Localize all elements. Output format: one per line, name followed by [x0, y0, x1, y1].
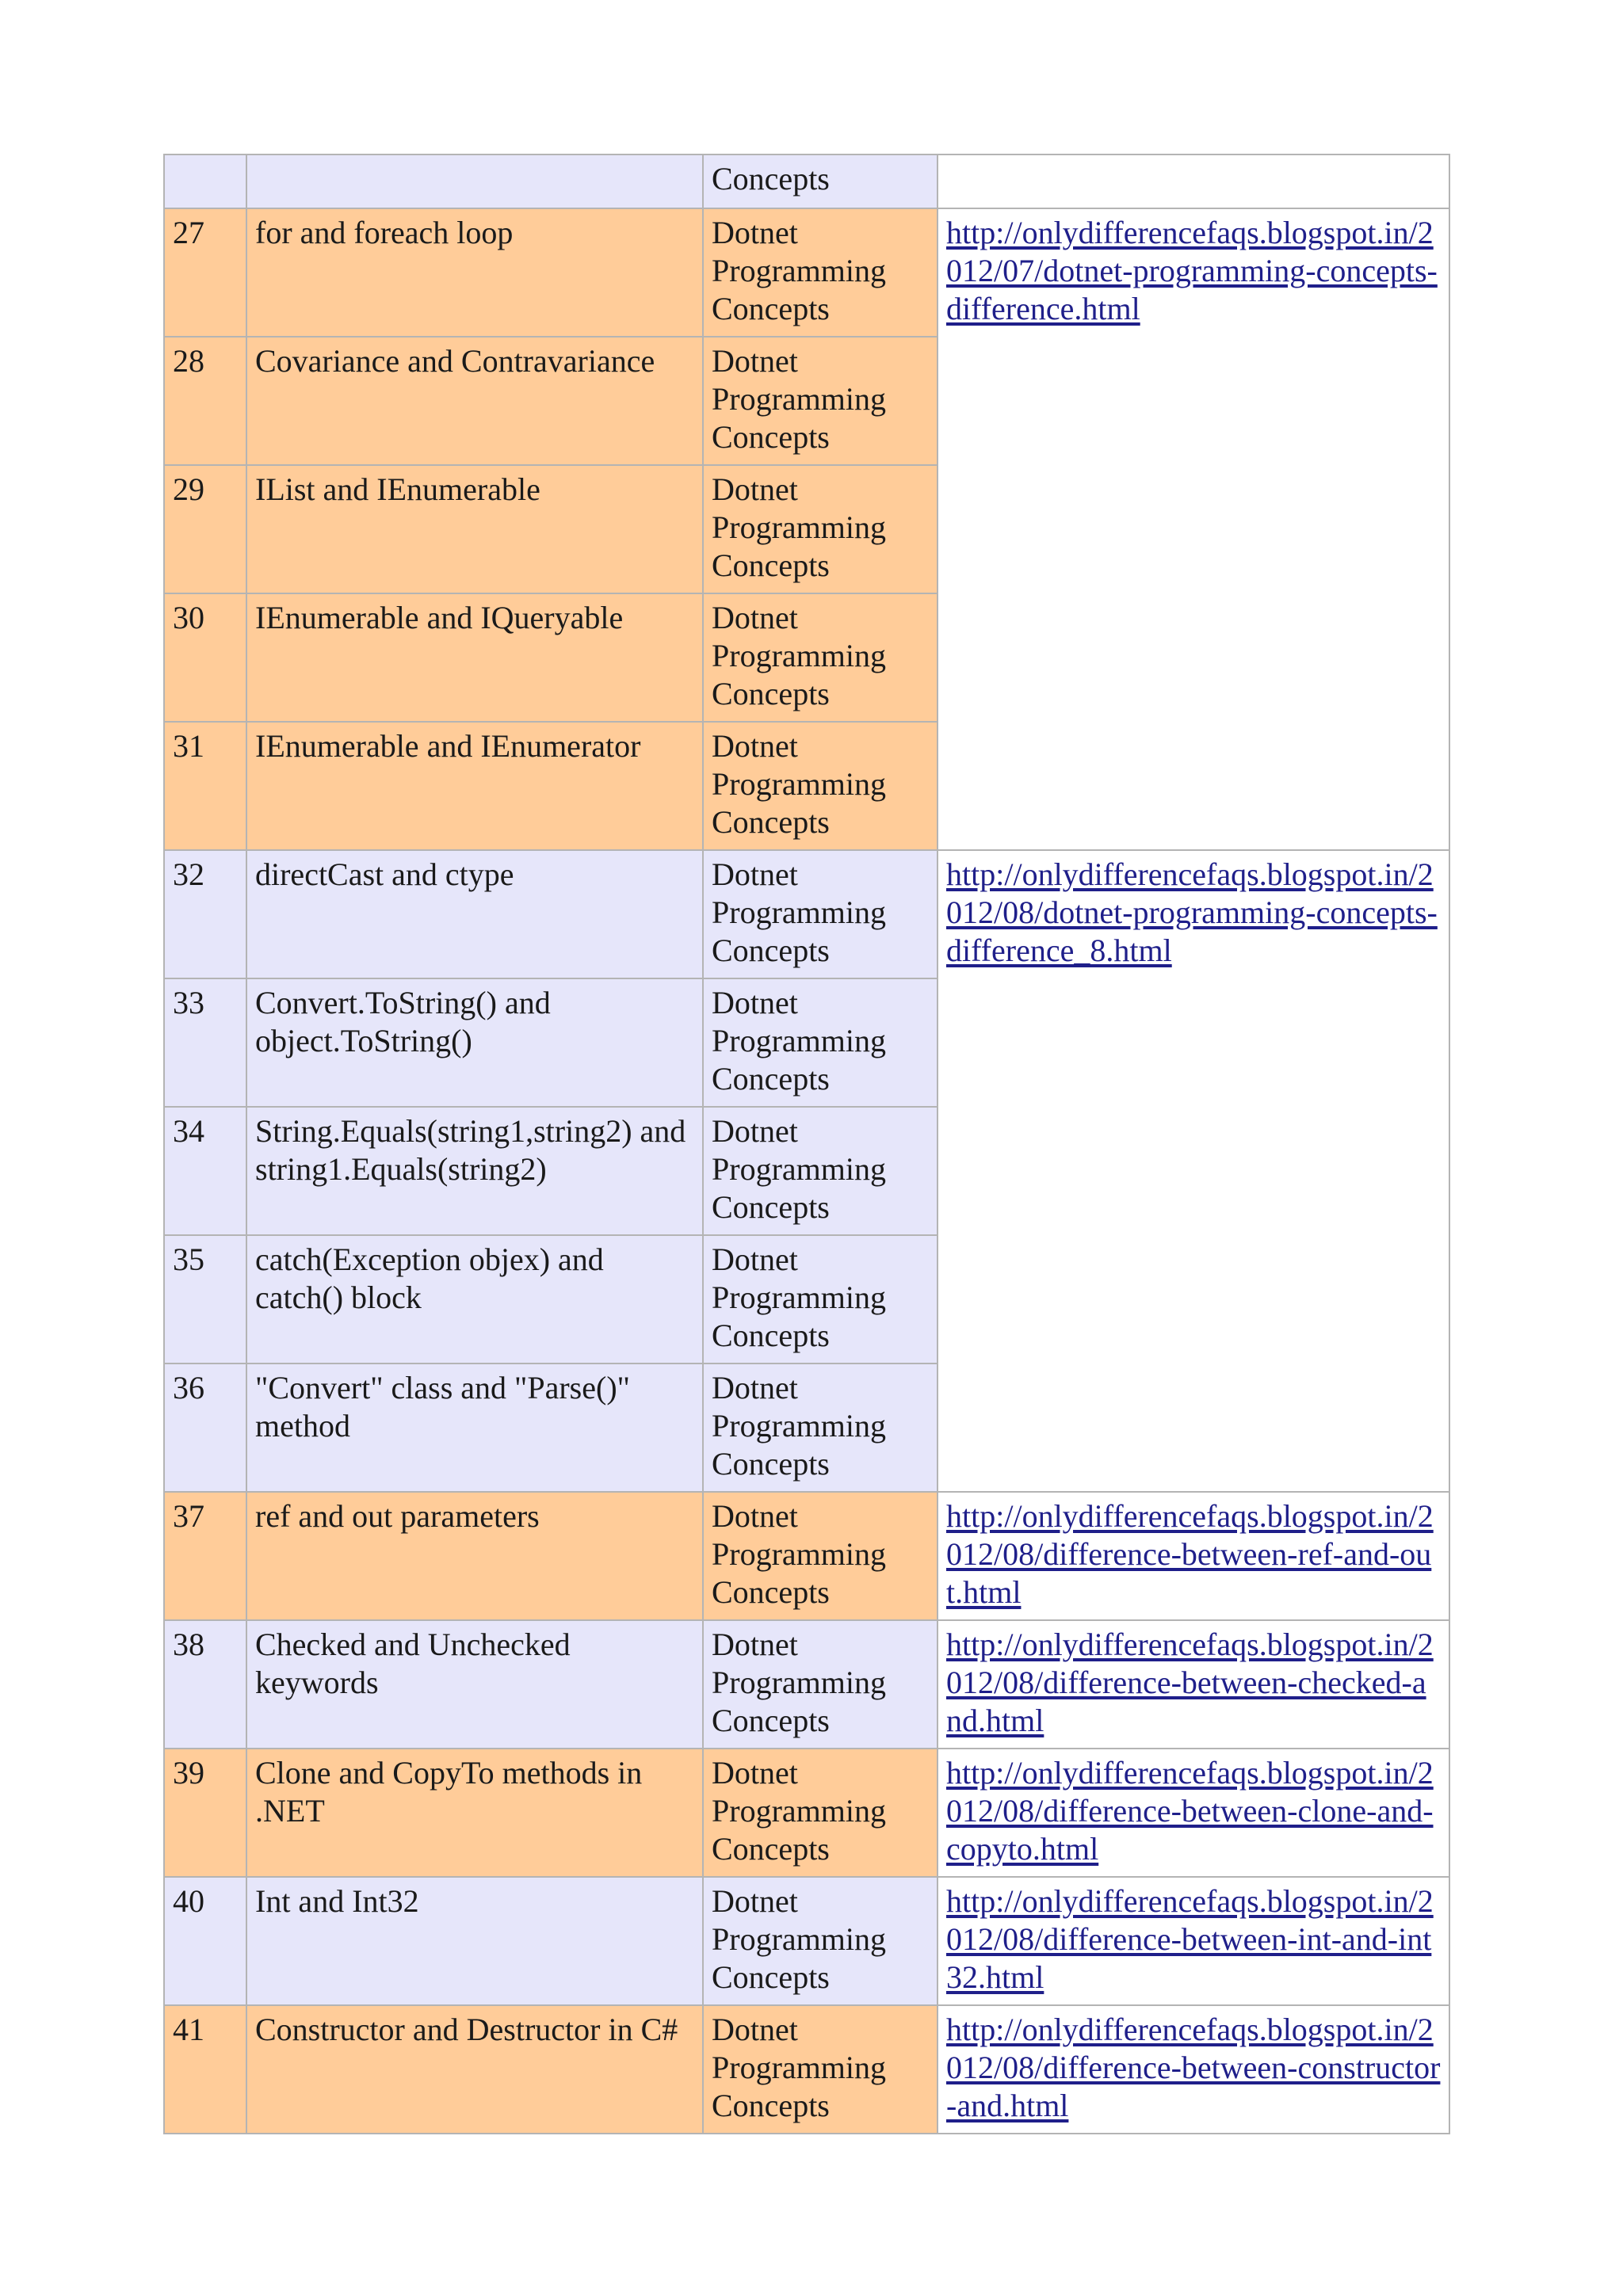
topic-cell: Clone and CopyTo methods in .NET [246, 1749, 703, 1877]
category-line: Dotnet [712, 343, 798, 379]
category-line: Programming [712, 1665, 886, 1700]
reference-link[interactable]: http://onlydifferencefaqs.blogspot.in/2012/08/difference-between-constructor-and.html [946, 2012, 1441, 2123]
number-cell: 27 [164, 208, 246, 337]
category-cell [703, 1235, 938, 1363]
topic-cell [246, 154, 703, 208]
reference-link[interactable]: http://onlydifferencefaqs.blogspot.in/2012/08/difference-between-clone-and-copyto.html [946, 1755, 1434, 1867]
number-cell: 33 [164, 978, 246, 1107]
category-cell [703, 593, 938, 722]
category-line: Dotnet [712, 471, 798, 507]
category-line: Programming [712, 638, 886, 673]
number-cell [164, 154, 246, 208]
link-cell [938, 2005, 1449, 2134]
category-line: Concepts [712, 547, 830, 583]
category-line: Programming [712, 1151, 886, 1187]
topic-cell: Checked and Unchecked keywords [246, 1620, 703, 1749]
category-line: Programming [712, 253, 886, 288]
number-cell: 39 [164, 1749, 246, 1877]
reference-link[interactable]: http://onlydifferencefaqs.blogspot.in/2012/08/difference-between-ref-and-out.html [946, 1498, 1434, 1610]
category-cell [703, 337, 938, 465]
link-cell [938, 1877, 1449, 2005]
category-line: Dotnet [712, 985, 798, 1020]
category-cell [703, 1107, 938, 1235]
category-line: Dotnet [712, 856, 798, 892]
topic-cell: catch(Exception objex) and catch() block [246, 1235, 703, 1363]
reference-link[interactable]: http://onlydifferencefaqs.blogspot.in/2012/07/dotnet-programming-concepts-difference.html [946, 215, 1438, 326]
reference-link[interactable]: http://onlydifferencefaqs.blogspot.in/2012/08/dotnet-programming-concepts-difference_8.html [946, 856, 1438, 968]
category-cell [703, 978, 938, 1107]
table-row [164, 1749, 1449, 1877]
category-line: Dotnet [712, 1113, 798, 1149]
topic-cell: "Convert" class and "Parse()" method [246, 1363, 703, 1492]
category-line: Programming [712, 2050, 886, 2085]
category-cell [703, 208, 938, 337]
table-row [164, 154, 1449, 208]
table-row [164, 850, 1449, 978]
category-line: Programming [712, 509, 886, 545]
category-cell [703, 1877, 938, 2005]
topic-cell: IList and IEnumerable [246, 465, 703, 593]
category-cell [703, 850, 938, 978]
category-cell: Concepts [703, 154, 938, 208]
link-cell [938, 1492, 1449, 1620]
number-cell: 40 [164, 1877, 246, 2005]
category-line: Programming [712, 1921, 886, 1957]
category-line: Concepts [712, 1574, 830, 1610]
number-cell: 35 [164, 1235, 246, 1363]
link-cell [938, 1620, 1449, 1749]
topic-cell: Constructor and Destructor in C# [246, 2005, 703, 2134]
category-cell [703, 1620, 938, 1749]
topic-cell: Convert.ToString() and object.ToString() [246, 978, 703, 1107]
category-line: Dotnet [712, 1883, 798, 1919]
topic-cell: for and foreach loop [246, 208, 703, 337]
category-line: Concepts [712, 1703, 830, 1738]
topic-cell: IEnumerable and IQueryable [246, 593, 703, 722]
category-line: Dotnet [712, 215, 798, 250]
category-cell [703, 722, 938, 850]
number-cell: 38 [164, 1620, 246, 1749]
category-line: Programming [712, 1793, 886, 1829]
category-cell [703, 2005, 938, 2134]
number-cell: 37 [164, 1492, 246, 1620]
category-line: Concepts [712, 933, 830, 968]
number-cell: 28 [164, 337, 246, 465]
reference-link[interactable]: http://onlydifferencefaqs.blogspot.in/2012/08/difference-between-checked-and.html [946, 1627, 1434, 1738]
category-line: Dotnet [712, 1498, 798, 1534]
category-line: Programming [712, 1280, 886, 1315]
category-line: Concepts [712, 2088, 830, 2123]
category-line: Concepts [712, 1061, 830, 1097]
number-cell: 36 [164, 1363, 246, 1492]
topic-cell: ref and out parameters [246, 1492, 703, 1620]
category-line: Programming [712, 894, 886, 930]
table-row [164, 1492, 1449, 1620]
category-line: Dotnet [712, 1241, 798, 1277]
table-row [164, 1620, 1449, 1749]
category-line: Concepts [712, 1318, 830, 1353]
link-cell [938, 154, 1449, 208]
topic-cell: Int and Int32 [246, 1877, 703, 2005]
category-line: Dotnet [712, 1370, 798, 1405]
number-cell: 29 [164, 465, 246, 593]
category-line: Programming [712, 381, 886, 417]
category-cell [703, 1749, 938, 1877]
link-cell [938, 850, 1449, 1492]
category-line: Concepts [712, 804, 830, 840]
category-line: Programming [712, 1023, 886, 1058]
category-line: Concepts [712, 1189, 830, 1225]
category-line: Concepts [712, 1831, 830, 1867]
topic-cell: IEnumerable and IEnumerator [246, 722, 703, 850]
category-line: Dotnet [712, 1627, 798, 1662]
category-line: Dotnet [712, 2012, 798, 2047]
table-row [164, 208, 1449, 337]
category-cell [703, 1363, 938, 1492]
category-cell [703, 465, 938, 593]
category-line: Concepts [712, 291, 830, 326]
number-cell: 32 [164, 850, 246, 978]
table-row [164, 2005, 1449, 2134]
category-line: Programming [712, 766, 886, 802]
category-line: Dotnet [712, 728, 798, 764]
category-line: Programming [712, 1408, 886, 1444]
number-cell: 30 [164, 593, 246, 722]
reference-link[interactable]: http://onlydifferencefaqs.blogspot.in/2012/08/difference-between-int-and-int32.html [946, 1883, 1434, 1995]
difference-faq-table [163, 154, 1450, 2134]
topic-cell: String.Equals(string1,string2) and string1.Equals(string2) [246, 1107, 703, 1235]
category-line: Dotnet [712, 600, 798, 635]
category-line: Programming [712, 1536, 886, 1572]
category-line: Dotnet [712, 1755, 798, 1791]
category-line: Concepts [712, 419, 830, 455]
category-line: Concepts [712, 676, 830, 711]
link-cell [938, 208, 1449, 850]
number-cell: 31 [164, 722, 246, 850]
category-cell [703, 1492, 938, 1620]
number-cell: 34 [164, 1107, 246, 1235]
link-cell [938, 1749, 1449, 1877]
category-line: Concepts [712, 1959, 830, 1995]
number-cell: 41 [164, 2005, 246, 2134]
table-row [164, 1877, 1449, 2005]
category-line: Concepts [712, 1446, 830, 1482]
topic-cell: Covariance and Contravariance [246, 337, 703, 465]
topic-cell: directCast and ctype [246, 850, 703, 978]
